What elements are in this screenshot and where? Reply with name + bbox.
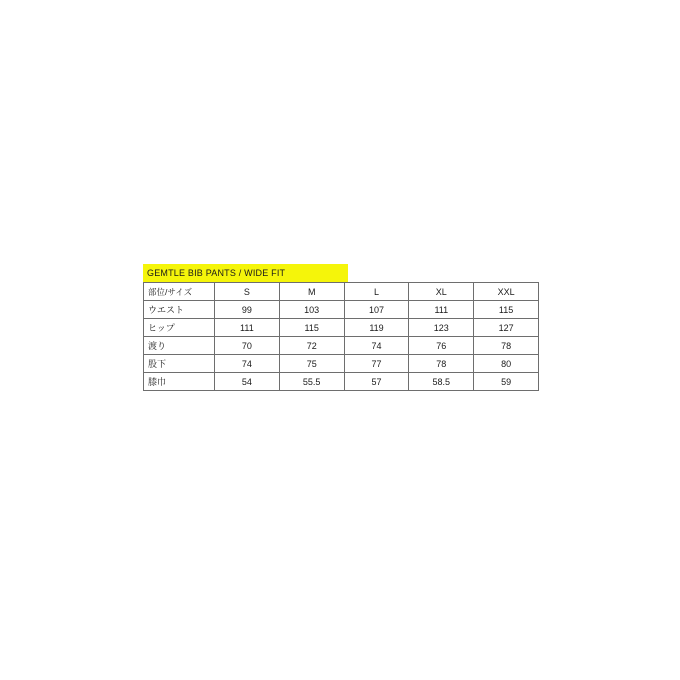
table-cell: 54: [215, 373, 280, 391]
table-cell: 127: [474, 319, 539, 337]
row-label: 渡り: [144, 337, 215, 355]
table-header-row: [144, 283, 539, 301]
table-cell: 115: [474, 301, 539, 319]
table-cell: 59: [474, 373, 539, 391]
table-cell: 74: [215, 355, 280, 373]
column-header-xxl: XXL: [474, 283, 539, 301]
table-cell: 74: [344, 337, 409, 355]
table-row: [144, 301, 539, 319]
table-cell: 111: [215, 319, 280, 337]
row-label: ヒップ: [144, 319, 215, 337]
size-table: [143, 282, 539, 391]
table-row: [144, 355, 539, 373]
column-header-m: M: [279, 283, 344, 301]
column-header-l: L: [344, 283, 409, 301]
table-cell: 123: [409, 319, 474, 337]
column-header-xl: XL: [409, 283, 474, 301]
table-cell: 58.5: [409, 373, 474, 391]
page-title: GEMTLE BIB PANTS / WIDE FIT: [147, 268, 286, 278]
table-cell: 77: [344, 355, 409, 373]
table-cell: 111: [409, 301, 474, 319]
row-label: 膝巾: [144, 373, 215, 391]
table-cell: 57: [344, 373, 409, 391]
table-cell: 75: [279, 355, 344, 373]
table-cell: 107: [344, 301, 409, 319]
table-cell: 76: [409, 337, 474, 355]
table-cell: 78: [474, 337, 539, 355]
table-row: [144, 373, 539, 391]
row-label: ウエスト: [144, 301, 215, 319]
table-cell: 72: [279, 337, 344, 355]
table-cell: 99: [215, 301, 280, 319]
size-chart: [143, 264, 539, 391]
row-label: 股下: [144, 355, 215, 373]
chart-title-bar: [143, 264, 348, 282]
table-cell: 119: [344, 319, 409, 337]
table-cell: 115: [279, 319, 344, 337]
table-cell: 55.5: [279, 373, 344, 391]
table-cell: 103: [279, 301, 344, 319]
table-cell: 80: [474, 355, 539, 373]
table-cell: 78: [409, 355, 474, 373]
column-header-s: S: [215, 283, 280, 301]
column-header-part-size: 部位/サイズ: [144, 283, 215, 301]
table-cell: 70: [215, 337, 280, 355]
table-row: [144, 337, 539, 355]
table-row: [144, 319, 539, 337]
